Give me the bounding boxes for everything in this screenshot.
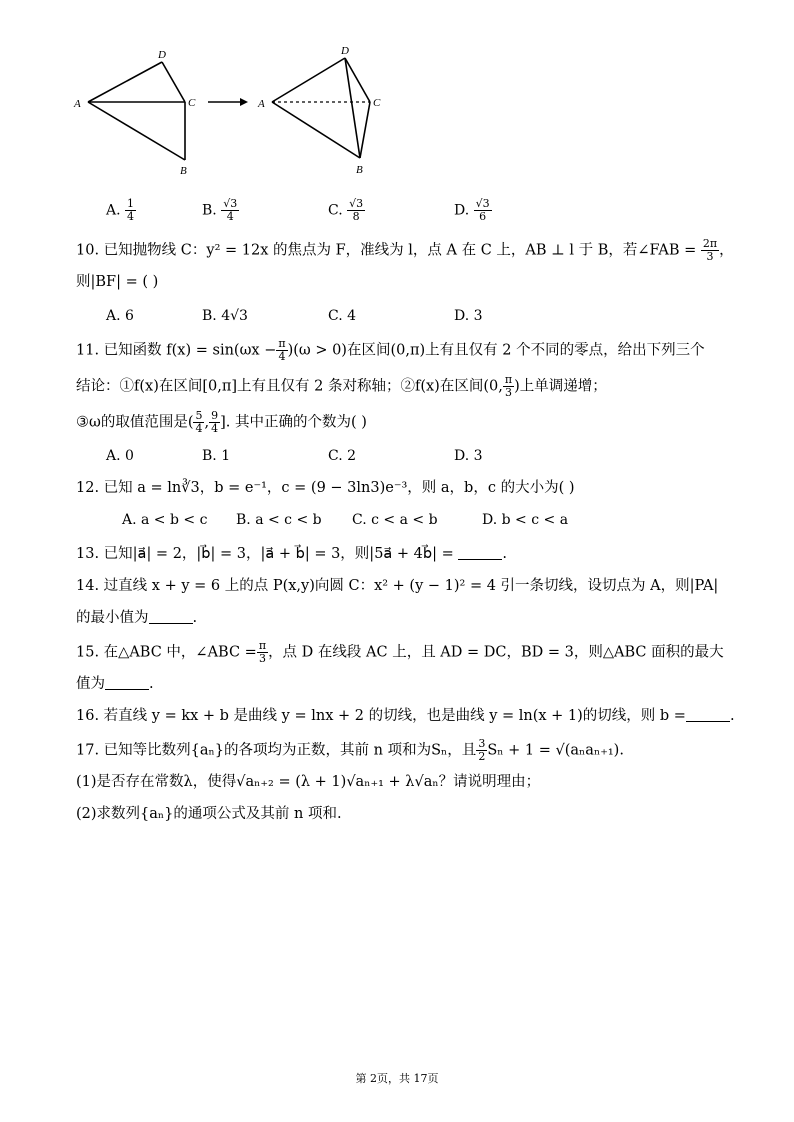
q12-option-c: C. c < a < b [352,512,438,528]
q11-line1-a: 11. 已知函数 f(x) = sin(ωx − [76,342,277,359]
left-label-d: D [158,49,166,61]
right-label-d: D [341,45,349,57]
q17-line1-a: 17. 已知等比数列{aₙ}的各项均为正数，其前 n 项和为Sₙ，且 [76,742,477,759]
q10-option-b: B. 4√3 [202,308,248,324]
q9-option-d-letter: D. [454,202,470,219]
q11-line2-b: )上单调递增； [514,378,607,395]
q13-text: 13. 已知|a⃗| = 2，|b⃗| = 3，|a⃗ + b⃗| = 3，则|5a⃗ + 4b⃗| = [76,546,454,562]
q9-option-b-den: 4 [226,210,234,223]
q11-line3-a: ③ω的取值范围是( [76,414,194,431]
q13-end: . [502,546,507,562]
q13-line [76,544,507,564]
q12-option-b: B. a < c < b [236,512,322,528]
left-triangle-figure [88,62,185,160]
arrow-icon [208,98,248,106]
q14-line2 [76,608,197,628]
q11-line1 [76,338,705,363]
q16-end: . [729,708,735,724]
right-label-c: C [373,97,381,109]
q14-end: . [192,610,198,626]
q11-line1-b: )(ω > 0)在区间(0,π)上有且仅有 2 个不同的零点，给出下列三个 [287,342,705,359]
q17-frac-den: 2 [478,750,486,763]
q9-option-b-fraction [221,198,239,223]
tetrahedron-figure [60,40,400,190]
right-label-a: A [258,98,265,110]
q14-answer-blank [149,609,193,624]
q9-option-b-letter: B. [202,202,217,219]
q9-option-b-num: √3 [223,197,238,210]
q10-fraction [701,238,719,263]
q10-line1 [76,238,734,263]
q15-fraction [257,640,268,665]
q11-frac2-den: 3 [504,386,512,399]
q11-frac4-num: 9 [211,409,219,422]
q15-end: . [149,676,154,692]
q15-line1-b: ，点 D 在线段 AC 上，且 AD = DC，BD = 3，则△ABC 面积的最大 [268,644,724,661]
q9-option-d [454,198,492,223]
q11-frac3 [193,410,204,435]
q10-option-a: A. 6 [106,308,134,324]
q10-line2: 则|BF| = ( ) [76,274,159,290]
q11-frac2-num: π [504,373,513,386]
q11-option-d: D. 3 [454,448,483,464]
q17-fraction [476,738,487,763]
q9-option-c-den: 8 [352,210,360,223]
q10-line1-end: ， [719,242,734,259]
q11-line3-b: ]. 其中正确的个数为( ) [220,414,367,431]
q11-line2 [76,374,607,399]
q9-option-d-den: 6 [479,210,487,223]
q10-option-c: C. 4 [328,308,357,324]
q11-frac2 [503,374,514,399]
q10-frac-num: 2π [702,237,718,250]
q9-option-a-num: 1 [127,197,135,210]
q11-frac4-den: 4 [211,422,219,435]
q9-option-a [106,198,136,223]
q9-option-c-num: √3 [349,197,364,210]
q15-answer-blank [105,675,149,690]
q11-frac3-den: 4 [195,422,203,435]
q11-frac1-num: π [278,337,286,350]
q11-frac3-num: 5 [195,409,203,422]
q14-line1: 14. 过直线 x + y = 6 上的点 P(x,y)向圆 C：x² + (y − 1)² = 4 引一条切线，设切点为 A，则|PA| [76,578,719,594]
q9-option-a-fraction [125,198,136,223]
right-label-b: B [356,164,363,176]
q15-frac-num: π [258,639,267,652]
q17-sub1: (1)是否存在常数λ，使得√aₙ₊₂ = (λ + 1)√aₙ₊₁ + λ√aₙ？请说明理由； [76,774,541,790]
q15-line2 [76,674,154,694]
q10-stem: 10. 已知抛物线 C：y² = 12x 的焦点为 F，准线为 l，点 A 在 C 上，AB ⊥ l 于 B，若∠FAB = [76,242,697,259]
q9-option-c-letter: C. [328,202,343,219]
q15-line2-text: 值为 [76,676,105,692]
q12-option-a: A. a < b < c [122,512,208,528]
q10-frac-den: 3 [706,250,714,263]
q12-line1: 12. 已知 a = ln∛3，b = e⁻¹，c = (9 − 3ln3)e⁻³，则 a，b，c 的大小为( ) [76,480,575,496]
q11-frac1 [276,338,287,363]
q12-option-d: D. b < c < a [482,512,569,528]
q11-line2-a: 结论：①f(x)在区间[0,π]上有且仅有 2 条对称轴；②f(x)在区间(0, [76,378,503,395]
q11-line3 [76,410,367,435]
q11-line3-comma: , [204,414,210,431]
q17-line1 [76,738,624,763]
q17-frac-num: 3 [478,737,486,750]
q10-option-d: D. 3 [454,308,483,324]
q9-option-d-num: √3 [475,197,490,210]
q11-option-a: A. 0 [106,448,134,464]
q17-sub2: (2)求数列{aₙ}的通项公式及其前 n 项和. [76,806,342,822]
q9-option-d-fraction [474,198,492,223]
left-label-c: C [188,97,196,109]
q9-option-c [328,198,365,223]
q9-option-a-den: 4 [127,210,135,223]
right-tetrahedron-figure [272,58,370,158]
q16-line [76,706,735,726]
left-label-b: B [180,165,187,177]
q17-line1-b: Sₙ + 1 = √(aₙaₙ₊₁). [487,742,624,759]
q14-line2-text: 的最小值为 [76,610,149,626]
q9-option-b [202,198,239,223]
q13-answer-blank [458,545,502,560]
q11-option-b: B. 1 [202,448,231,464]
q15-line1 [76,640,724,665]
q9-option-c-fraction [347,198,365,223]
q16-answer-blank [686,707,730,722]
q16-text: 16. 若直线 y = kx + b 是曲线 y = lnx + 2 的切线，也是曲线 y = ln(x + 1)的切线，则 b = [76,708,686,724]
q11-option-c: C. 2 [328,448,357,464]
q11-frac1-den: 4 [278,350,286,363]
q15-line1-a: 15. 在△ABC 中，∠ABC = [76,644,257,661]
q11-frac4 [209,410,220,435]
q15-frac-den: 3 [258,652,266,665]
page-footer: 第 2页，共 17页 [355,1072,439,1085]
left-label-a: A [74,98,81,110]
q9-option-a-letter: A. [106,202,121,219]
